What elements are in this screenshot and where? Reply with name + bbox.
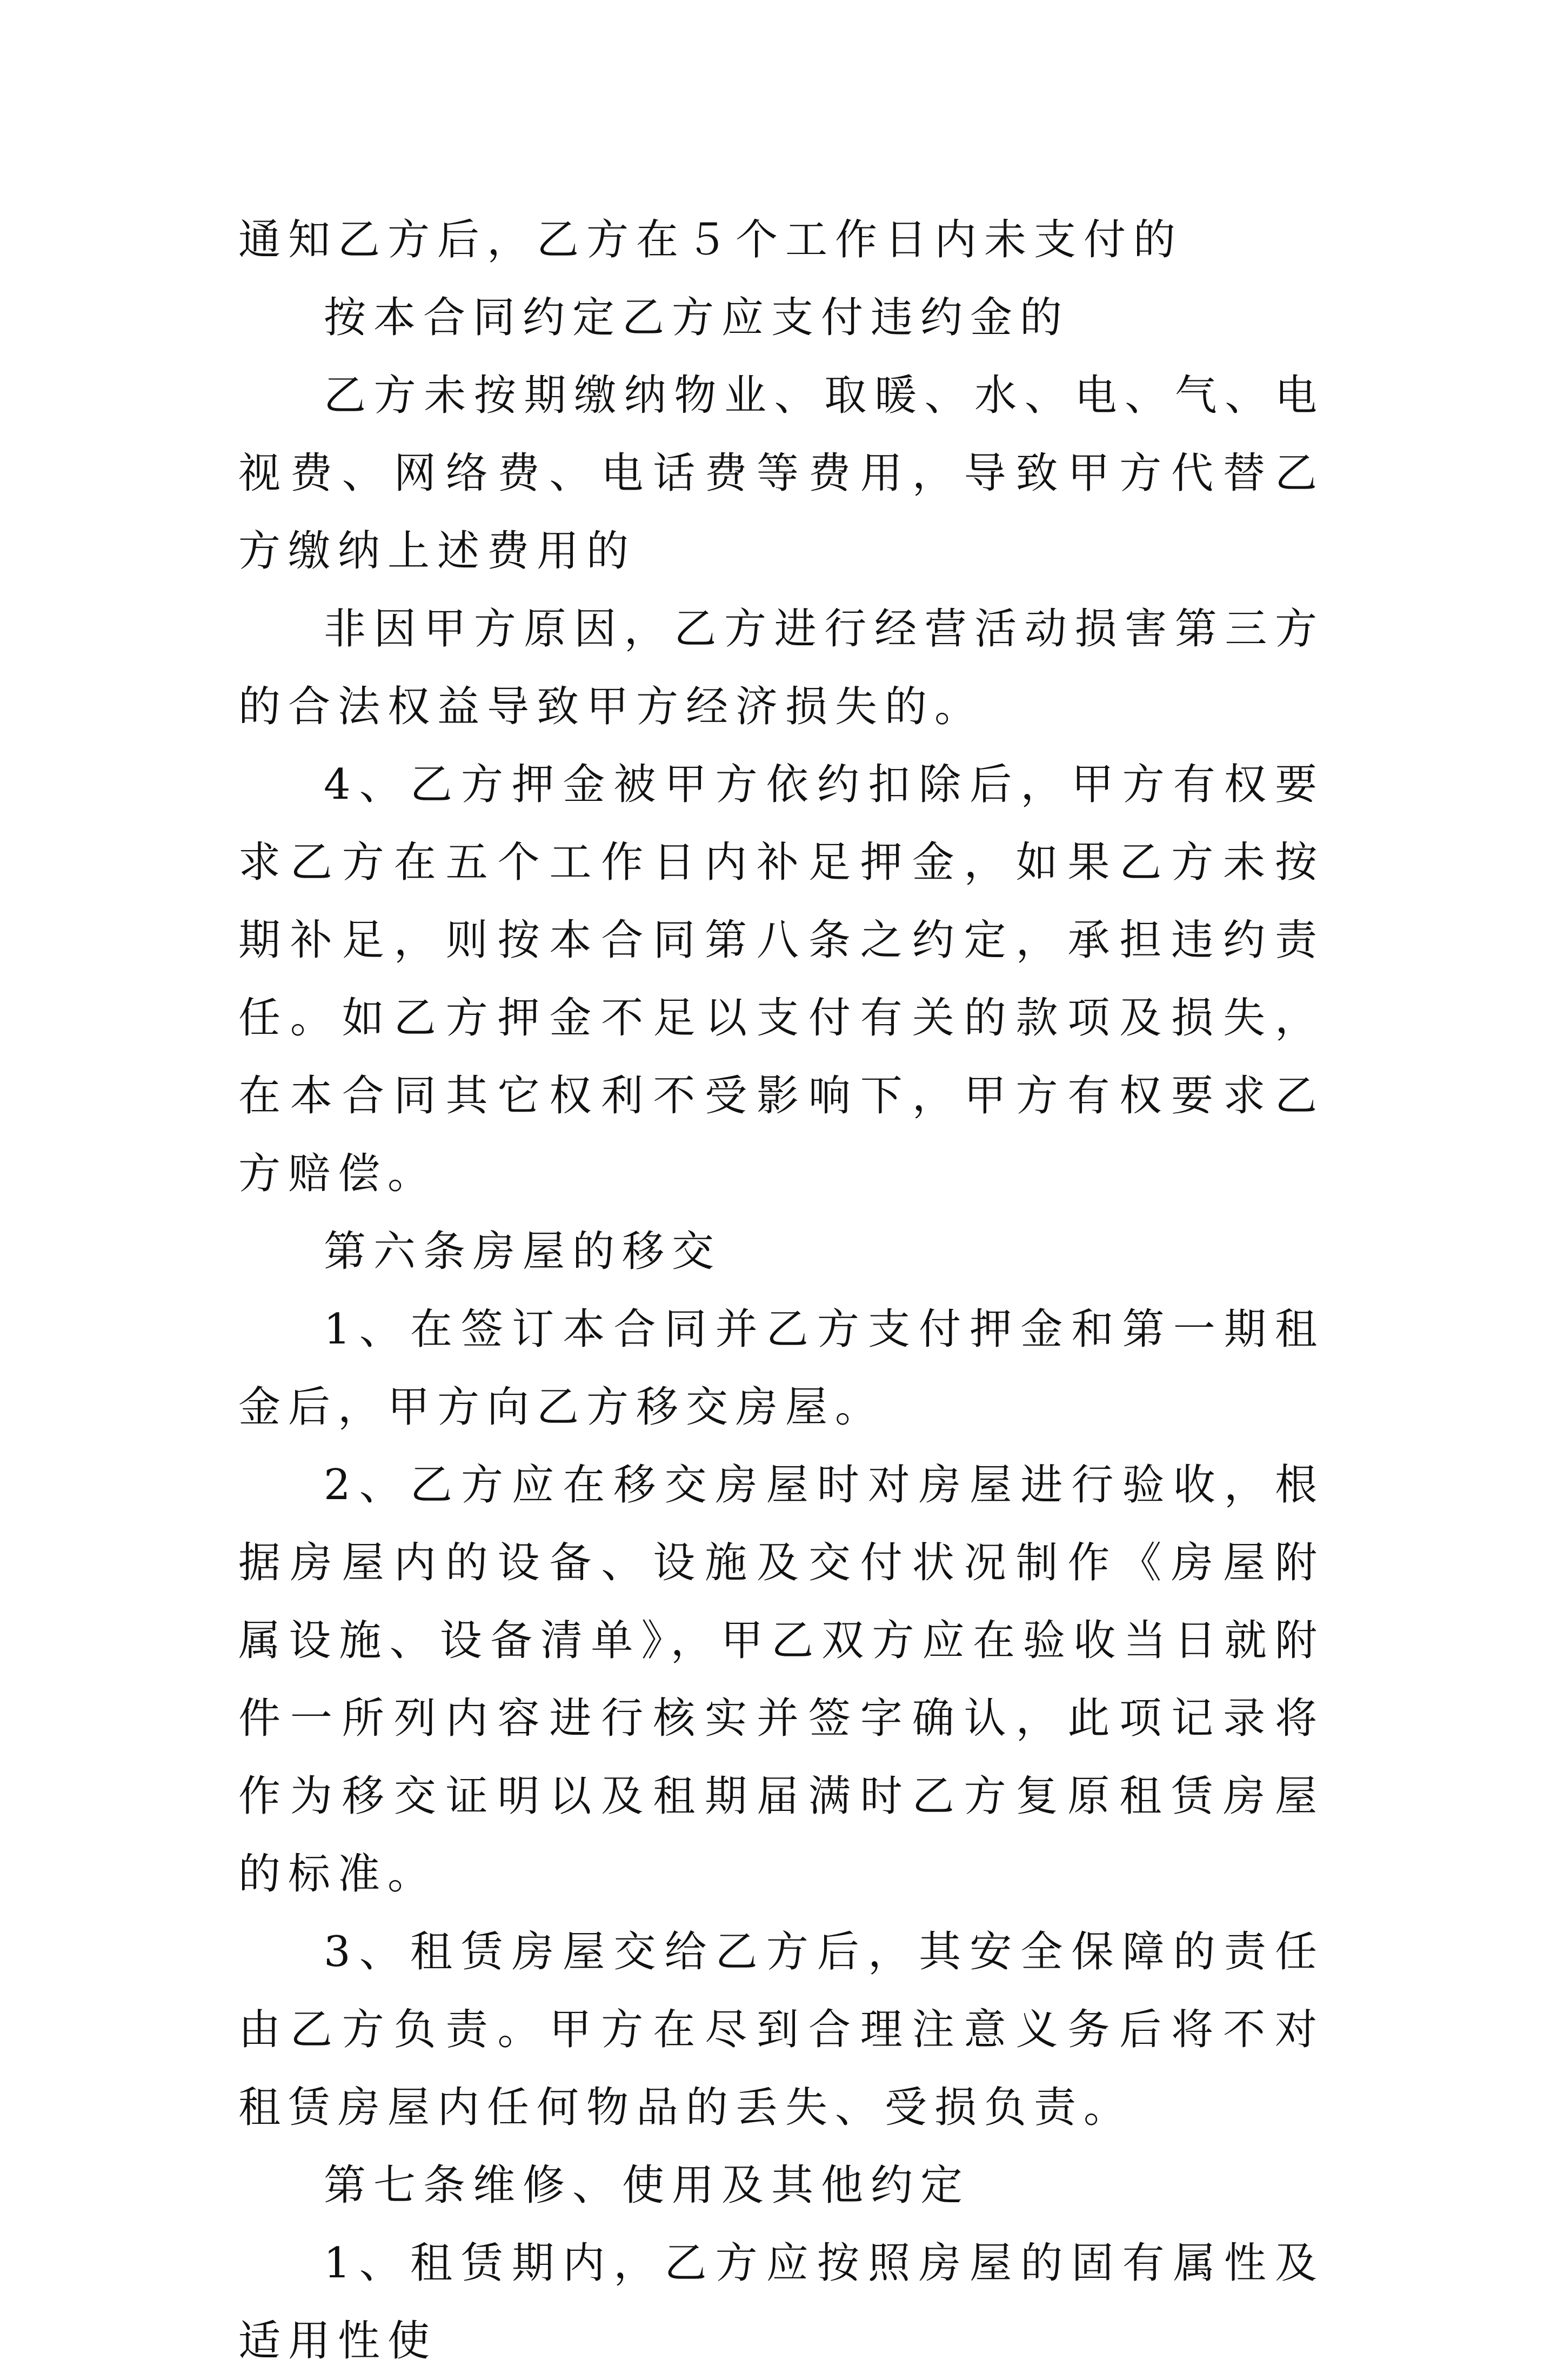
paragraph: 4、乙方押金被甲方依约扣除后，甲方有权要求乙方在五个工作日内补足押金，如果乙方未按期补足，则按本合同第八条之约定，承担违约责任。如乙方押金不足以支付有关的款项及损失，在本合同其它权利不受影响下，甲方有权要求乙方赔偿。 bbox=[238, 760, 1325, 1198]
paragraph: 乙方未按期缴纳物业、取暖、水、电、气、电视费、网络费、电话费等费用，导致甲方代替乙方缴纳上述费用的 bbox=[238, 371, 1325, 576]
paragraph: 通知乙方后，乙方在５个工作日内未支付的 bbox=[238, 216, 1184, 264]
section-heading: 第七条维修、使用及其他约定 bbox=[324, 2161, 971, 2210]
document-body bbox=[238, 201, 1325, 2380]
paragraph: 3、租赁房屋交给乙方后，其安全保障的责任由乙方负责。甲方在尽到合理注意义务后将不对租赁房屋内任何物品的丢失、受损负责。 bbox=[238, 1928, 1325, 2132]
section-heading: 第六条房屋的移交 bbox=[324, 1227, 722, 1276]
paragraph: 2、乙方应在移交房屋时对房屋进行验收，根据房屋内的设备、设施及交付状况制作《房屋附属设施、设备清单》，甲乙双方应在验收当日就附件一所列内容进行核实并签字确认，此项记录将作为移交证明以及租期届满时乙方复原租赁房屋的标准。 bbox=[238, 1461, 1325, 1898]
paragraph: 非因甲方原因，乙方进行经营活动损害第三方的合法权益导致甲方经济损失的。 bbox=[238, 605, 1325, 731]
paragraph: 按本合同约定乙方应支付违约金的 bbox=[324, 293, 1070, 342]
paragraph: 1、租赁期内，乙方应按照房屋的固有属性及适用性使 bbox=[238, 2239, 1325, 2365]
paragraph: 1、在签订本合同并乙方支付押金和第一期租金后，甲方向乙方移交房屋。 bbox=[238, 1305, 1325, 1432]
